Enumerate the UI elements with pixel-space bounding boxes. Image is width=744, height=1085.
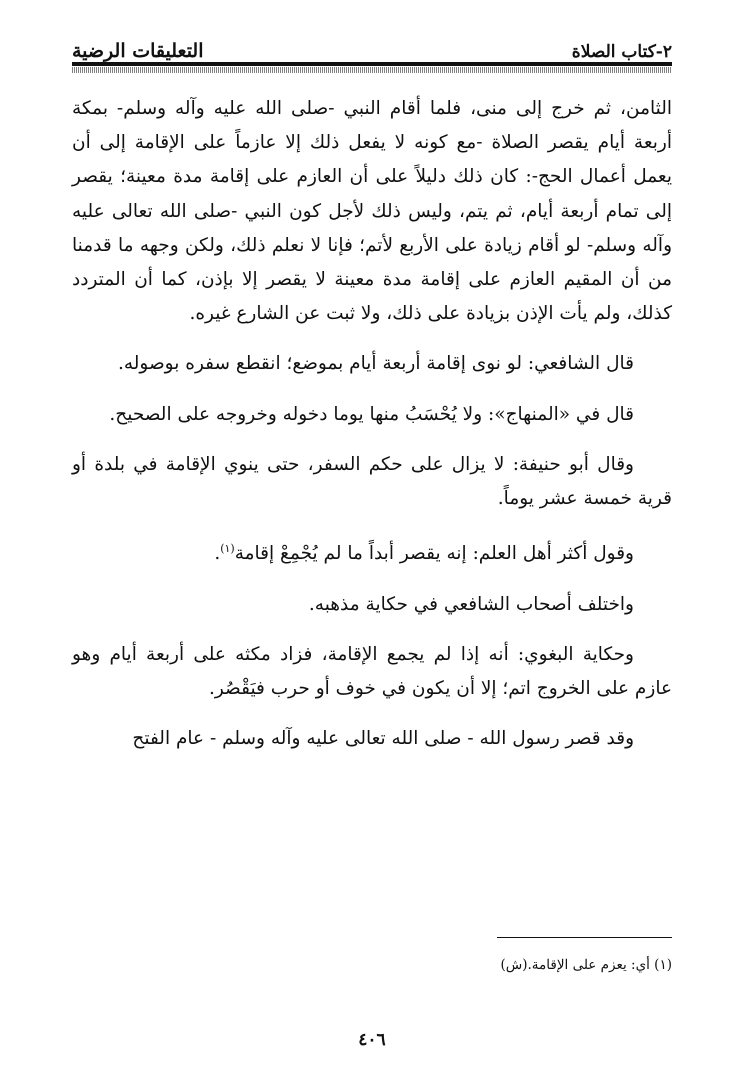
paragraph-4: وقال أبو حنيفة: لا يزال على حكم السفر، حتى ينوي الإقامة في بلدة أو قرية خمسة عشر يوماً. [72, 453, 672, 510]
paragraph-3: قال في «المنهاج»: ولا يُحْسَبُ منها يوما دخوله وخروجه على الصحيح. [109, 403, 634, 425]
page-number: ٤٠٦ [358, 1030, 386, 1050]
header-dotted-rule [72, 67, 672, 73]
paragraph-2: قال الشافعي: لو نوى إقامة أربعة أيام بموضع؛ انقطع سفره بوصوله. [117, 353, 634, 375]
paragraph-8: وقد قصر رسول الله - صلى الله تعالى عليه وآله وسلم - عام الفتح [132, 728, 634, 750]
book-title: التعليقات الرضية [72, 40, 204, 62]
footnote-reference: (١) [220, 542, 235, 556]
running-header [72, 32, 672, 62]
paragraph-5-text: وقول أكثر أهل العلم: إنه يقصر أبداً ما لم يُجْمِعْ إقامة [234, 543, 634, 565]
footnote-separator [497, 937, 672, 938]
header-rule [72, 62, 672, 66]
main-text [72, 92, 672, 756]
paragraph-7: وحكاية البغوي: أنه إذا لم يجمع الإقامة، فزاد مكثه على أربعة أيام وهو عازم على الخروج اتم؛ إلا أن يكون في خوف أو حرب فيَقْصُر. [72, 643, 672, 699]
chapter-title: ٢-كتاب الصلاة [571, 42, 672, 62]
paragraph-1: الثامن، ثم خرج إلى منى، فلما أقام النبي -صلى الله عليه وآله وسلم- بمكة أربعة أيام يقصر الصلاة -مع كونه لا يفعل ذلك إلا عازماً على الإقامة إلى أن يعمل أعمال الحج-: كان ذلك دليلاً على أن العازم على إقامة مدة معينة؛ يقصر إلى تمام أربعة أيام، ثم يتم، وليس ذلك لأجل كون النبي -صلى الله تعالى عليه وآله وسلم- لو أقام زيادة على الأربع لأتم؛ فإنا لا نعلم ذلك، ولكن وجهه ما قدمنا من أن المقيم العازم على إقامة مدة معينة لا يقصر إلا بإذن، كما أن المتردد كذلك، ولم يأت الإذن بزيادة على ذلك، ولا ثبت عن الشارع غيره. [72, 98, 672, 325]
paragraph-5: وقول أكثر أهل العلم: إنه يقصر أبداً ما لم يُجْمِعْ إقامة$^{(١)}$. [214, 542, 634, 565]
footnote: (١) أي: يعزم على الإقامة.(ش) [500, 957, 672, 973]
paragraph-6: واختلف أصحاب الشافعي في حكاية مذهبه. [308, 593, 634, 615]
